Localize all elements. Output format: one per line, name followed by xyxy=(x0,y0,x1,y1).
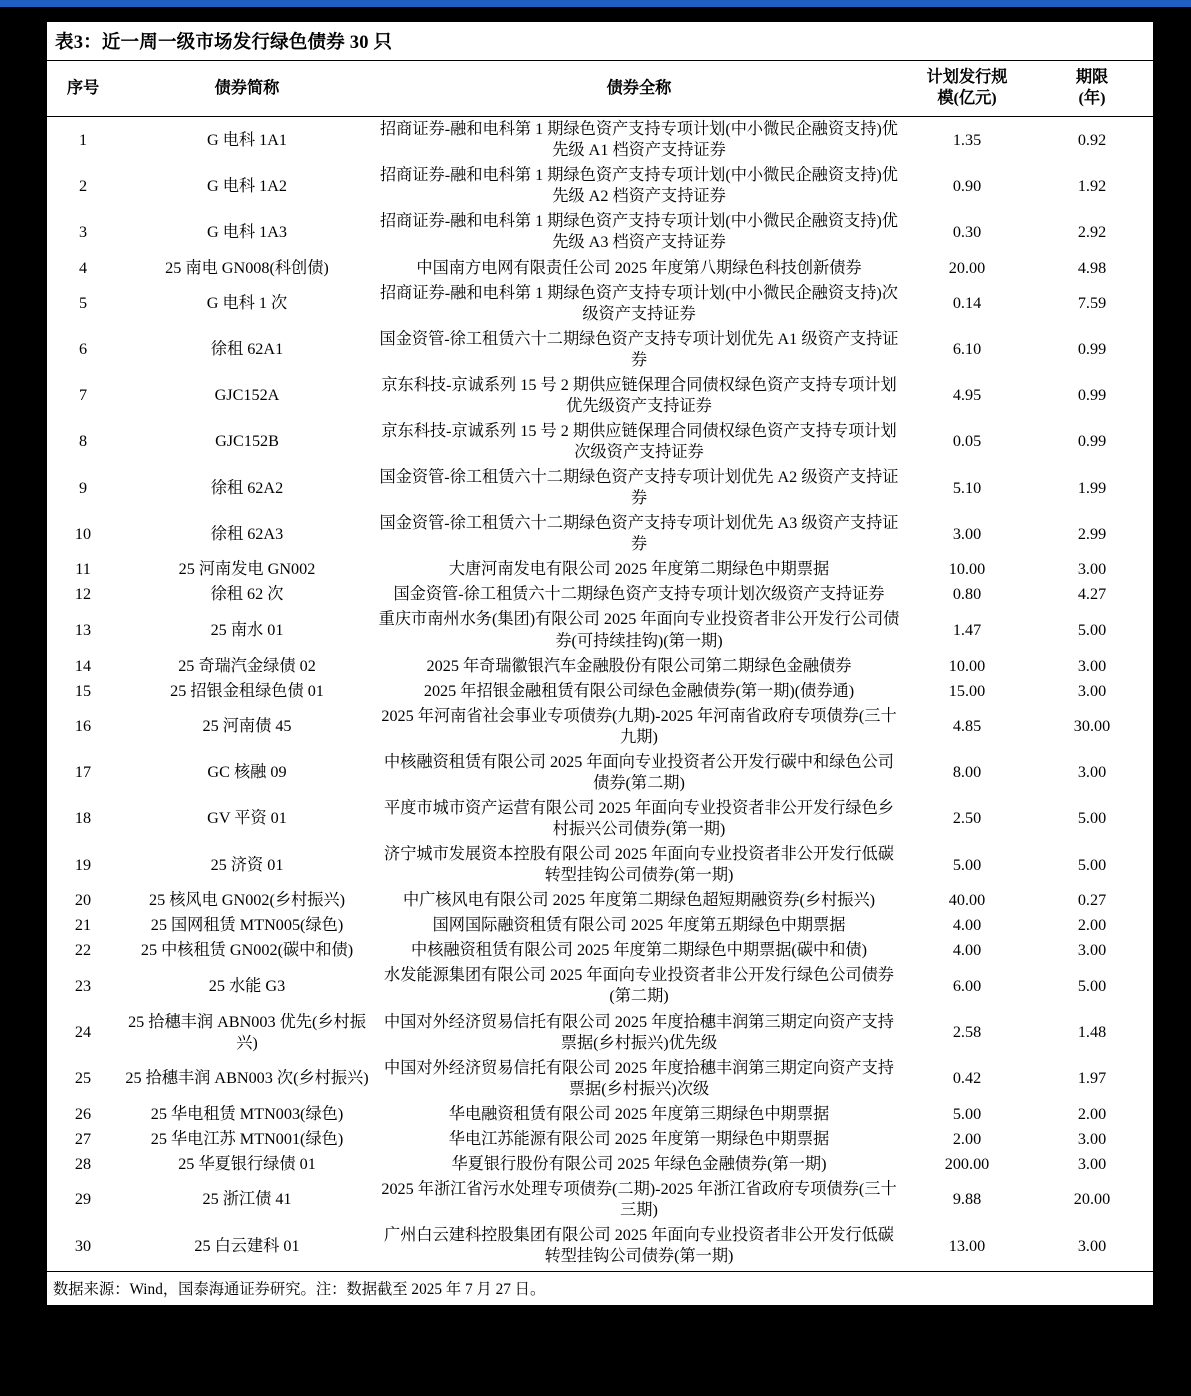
cell-term: 5.00 xyxy=(1077,855,1107,874)
cell-short-name: 徐租 62A2 xyxy=(210,478,284,497)
cell-short-name: 25 国网租赁 MTN005(绿色) xyxy=(150,916,344,935)
column-header-term xyxy=(1031,61,1153,117)
cell-planned-scale: 3.00 xyxy=(952,524,982,543)
header-row xyxy=(47,61,1153,117)
cell-planned-scale: 2.00 xyxy=(952,1129,982,1148)
green-bond-issuance-table xyxy=(47,61,1153,1271)
table-row xyxy=(47,750,1153,796)
column-header-short-name: 债券简称 xyxy=(119,61,375,117)
table-row xyxy=(47,327,1153,373)
cell-planned-scale: 5.00 xyxy=(952,855,982,874)
column-header-term-line2: (年) xyxy=(1078,89,1106,108)
cell-planned-scale: 5.10 xyxy=(952,478,982,497)
cell-term: 2.00 xyxy=(1077,1104,1107,1123)
cell-full-name: 招商证券-融和电科第 1 期绿色资产支持专项计划(中小微民企融资支持)优先级 A1 档资产支持证券 xyxy=(380,120,898,160)
cell-full-name: 招商证券-融和电科第 1 期绿色资产支持专项计划(中小微民企融资支持)次级资产支持证券 xyxy=(380,283,898,323)
table-row xyxy=(47,557,1153,582)
cell-short-name: G 电科 1A2 xyxy=(206,176,288,195)
cell-short-name: 25 浙江债 41 xyxy=(202,1190,292,1209)
table-row xyxy=(47,419,1153,465)
cell-index: 5 xyxy=(78,294,88,313)
cell-term: 0.99 xyxy=(1077,340,1107,359)
cell-full-name: 大唐河南发电有限公司 2025 年度第二期绿色中期票据 xyxy=(448,560,830,579)
cell-index: 15 xyxy=(74,681,92,700)
cell-planned-scale: 200.00 xyxy=(944,1154,990,1173)
cell-short-name: GV 平资 01 xyxy=(207,809,287,828)
cell-index: 14 xyxy=(74,656,92,675)
cell-term: 3.00 xyxy=(1077,1236,1107,1255)
cell-term: 5.00 xyxy=(1077,809,1107,828)
cell-planned-scale: 6.00 xyxy=(952,976,982,995)
cell-short-name: 25 华电租赁 MTN003(绿色) xyxy=(150,1104,344,1123)
cell-planned-scale: 2.50 xyxy=(952,809,982,828)
cell-term: 30.00 xyxy=(1073,717,1111,736)
cell-term: 3.00 xyxy=(1077,1129,1107,1148)
cell-full-name: 国网国际融资租赁有限公司 2025 年度第五期绿色中期票据 xyxy=(432,916,846,935)
cell-short-name: 25 河南发电 GN002 xyxy=(178,560,316,579)
cell-short-name: 25 拾穗丰润 ABN003 优先(乡村振兴) xyxy=(128,1012,366,1052)
cell-index: 8 xyxy=(78,432,88,451)
cell-term: 4.98 xyxy=(1077,258,1107,277)
cell-full-name: 中国对外经济贸易信托有限公司 2025 年度拾穗丰润第三期定向资产支持票据(乡村振兴)优先级 xyxy=(384,1012,894,1052)
cell-term: 3.00 xyxy=(1077,560,1107,579)
cell-term: 3.00 xyxy=(1077,656,1107,675)
cell-full-name: 国金资管-徐工租赁六十二期绿色资产支持专项计划次级资产支持证券 xyxy=(393,585,885,604)
cell-term: 1.48 xyxy=(1077,1023,1107,1042)
table-row xyxy=(47,938,1153,963)
cell-index: 9 xyxy=(78,478,88,497)
cell-index: 1 xyxy=(78,130,88,149)
cell-full-name: 水发能源集团有限公司 2025 年面向专业投资者非公开发行绿色公司债券(第二期) xyxy=(384,966,894,1006)
cell-short-name: 25 南电 GN008(科创债) xyxy=(165,258,329,277)
cell-planned-scale: 1.47 xyxy=(952,620,982,639)
table-row xyxy=(47,511,1153,557)
column-header-planned-scale-line2: 模(亿元) xyxy=(937,89,997,108)
cell-term: 5.00 xyxy=(1077,620,1107,639)
cell-full-name: 华电江苏能源有限公司 2025 年度第一期绿色中期票据 xyxy=(448,1129,830,1148)
cell-short-name: 25 水能 G3 xyxy=(208,976,286,995)
cell-short-name: G 电科 1A1 xyxy=(206,130,288,149)
cell-term: 3.00 xyxy=(1077,941,1107,960)
table-row xyxy=(47,373,1153,419)
cell-term: 1.92 xyxy=(1077,176,1107,195)
column-header-full-name: 债券全称 xyxy=(375,61,903,117)
cell-planned-scale: 9.88 xyxy=(952,1190,982,1209)
cell-planned-scale: 10.00 xyxy=(948,560,986,579)
cell-planned-scale: 40.00 xyxy=(948,891,986,910)
table-row xyxy=(47,209,1153,255)
cell-planned-scale: 4.00 xyxy=(952,941,982,960)
cell-short-name: 25 华夏银行绿债 01 xyxy=(178,1154,316,1173)
cell-index: 11 xyxy=(75,560,91,579)
cell-planned-scale: 0.90 xyxy=(952,176,982,195)
cell-full-name: 济宁城市发展资本控股有限公司 2025 年面向专业投资者非公开发行低碳转型挂钩公司债券(第一期) xyxy=(384,845,894,885)
cell-short-name: 25 济资 01 xyxy=(210,855,284,874)
cell-full-name: 中国南方电网有限责任公司 2025 年度第八期绿色科技创新债券 xyxy=(416,258,862,277)
table-row xyxy=(47,654,1153,679)
cell-planned-scale: 4.85 xyxy=(952,717,982,736)
cell-term: 0.99 xyxy=(1077,432,1107,451)
cell-term: 2.00 xyxy=(1077,916,1107,935)
cell-term: 1.97 xyxy=(1077,1069,1107,1088)
cell-planned-scale: 1.35 xyxy=(952,130,982,149)
cell-index: 26 xyxy=(74,1104,92,1123)
cell-index: 23 xyxy=(74,976,92,995)
cell-index: 17 xyxy=(74,763,92,782)
cell-planned-scale: 0.05 xyxy=(952,432,982,451)
cell-index: 25 xyxy=(74,1069,92,1088)
cell-term: 3.00 xyxy=(1077,681,1107,700)
table-row xyxy=(47,465,1153,511)
cell-full-name: 2025 年河南省社会事业专项债券(九期)-2025 年河南省政府专项债券(三十九期) xyxy=(381,706,897,746)
cell-short-name: 25 白云建科 01 xyxy=(194,1236,300,1255)
cell-full-name: 重庆市南州水务(集团)有限公司 2025 年面向专业投资者非公开发行公司债券(可持续挂钩)(第一期) xyxy=(378,610,900,650)
cell-full-name: 2025 年招银金融租赁有限公司绿色金融债券(第一期)(债券通) xyxy=(423,681,855,700)
cell-index: 21 xyxy=(74,916,92,935)
cell-term: 20.00 xyxy=(1073,1190,1111,1209)
cell-term: 0.27 xyxy=(1077,891,1107,910)
cell-planned-scale: 0.30 xyxy=(952,222,982,241)
cell-full-name: 平度市城市资产运营有限公司 2025 年面向专业投资者非公开发行绿色乡村振兴公司债券(第一期) xyxy=(384,798,894,838)
cell-index: 27 xyxy=(74,1129,92,1148)
table-caption: 表3：近一周一级市场发行绿色债券 30 只 xyxy=(47,20,1153,61)
table-row xyxy=(47,1056,1153,1102)
cell-full-name: 华夏银行股份有限公司 2025 年绿色金融债券(第一期) xyxy=(451,1154,827,1173)
cell-planned-scale: 0.42 xyxy=(952,1069,982,1088)
table-row xyxy=(47,888,1153,913)
cell-full-name: 国金资管-徐工租赁六十二期绿色资产支持专项计划优先 A2 级资产支持证券 xyxy=(379,468,899,508)
cell-short-name: 25 招银金租绿色债 01 xyxy=(170,681,324,700)
cell-term: 3.00 xyxy=(1077,763,1107,782)
cell-term: 4.27 xyxy=(1077,585,1107,604)
cell-term: 1.99 xyxy=(1077,478,1107,497)
cell-index: 22 xyxy=(74,941,92,960)
cell-full-name: 2025 年浙江省污水处理专项债券(二期)-2025 年浙江省政府专项债券(三十三期) xyxy=(381,1179,897,1219)
cell-full-name: 招商证券-融和电科第 1 期绿色资产支持专项计划(中小微民企融资支持)优先级 A2 档资产支持证券 xyxy=(380,166,898,206)
table-row xyxy=(47,1152,1153,1177)
cell-planned-scale: 13.00 xyxy=(948,1236,986,1255)
table-row xyxy=(47,1177,1153,1223)
cell-short-name: 25 河南债 45 xyxy=(202,717,292,736)
table-body xyxy=(47,117,1153,1272)
table-exhibit xyxy=(47,20,1153,1307)
cell-full-name: 京东科技-京诚系列 15 号 2 期供应链保理合同债权绿色资产支持专项计划优先级资产支持证券 xyxy=(381,375,897,415)
cell-planned-scale: 20.00 xyxy=(948,258,986,277)
page-accent-rule xyxy=(0,0,1191,7)
table-header xyxy=(47,61,1153,117)
cell-full-name: 中广核风电有限公司 2025 年度第二期绿色超短期融资券(乡村振兴) xyxy=(402,891,876,910)
cell-index: 3 xyxy=(78,222,88,241)
table-row xyxy=(47,913,1153,938)
cell-short-name: 徐租 62A1 xyxy=(210,340,284,359)
cell-full-name: 招商证券-融和电科第 1 期绿色资产支持专项计划(中小微民企融资支持)优先级 A3 档资产支持证券 xyxy=(380,212,898,252)
cell-index: 28 xyxy=(74,1154,92,1173)
cell-full-name: 中核融资租赁有限公司 2025 年面向专业投资者公开发行碳中和绿色公司债券(第二期) xyxy=(384,752,894,792)
table-row xyxy=(47,281,1153,327)
cell-planned-scale: 4.95 xyxy=(952,386,982,405)
cell-index: 29 xyxy=(74,1190,92,1209)
table-row xyxy=(47,704,1153,750)
cell-short-name: 徐租 62A3 xyxy=(210,524,284,543)
table-row xyxy=(47,1223,1153,1271)
cell-planned-scale: 2.58 xyxy=(952,1023,982,1042)
cell-index: 18 xyxy=(74,809,92,828)
cell-full-name: 国金资管-徐工租赁六十二期绿色资产支持专项计划优先 A1 级资产支持证券 xyxy=(379,329,899,369)
table-row xyxy=(47,163,1153,209)
cell-index: 6 xyxy=(78,340,88,359)
column-header-term-line1: 期限 xyxy=(1075,68,1109,86)
cell-planned-scale: 0.14 xyxy=(952,294,982,313)
cell-index: 16 xyxy=(74,717,92,736)
column-header-index: 序号 xyxy=(47,61,119,117)
cell-index: 2 xyxy=(78,176,88,195)
cell-index: 13 xyxy=(74,620,92,639)
cell-short-name: G 电科 1 次 xyxy=(206,294,288,313)
cell-planned-scale: 10.00 xyxy=(948,656,986,675)
cell-short-name: G 电科 1A3 xyxy=(206,222,288,241)
cell-short-name: 25 奇瑞汽金绿债 02 xyxy=(178,656,316,675)
table-row xyxy=(47,1102,1153,1127)
cell-full-name: 2025 年奇瑞徽银汽车金融股份有限公司第二期绿色金融债券 xyxy=(426,656,852,675)
table-row xyxy=(47,1010,1153,1056)
cell-planned-scale: 8.00 xyxy=(952,763,982,782)
table-row xyxy=(47,607,1153,653)
table-row xyxy=(47,256,1153,281)
table-row xyxy=(47,842,1153,888)
table-row xyxy=(47,963,1153,1009)
cell-term: 2.92 xyxy=(1077,222,1107,241)
cell-short-name: 25 华电江苏 MTN001(绿色) xyxy=(150,1129,344,1148)
cell-full-name: 中核融资租赁有限公司 2025 年度第二期绿色中期票据(碳中和债) xyxy=(411,941,867,960)
table-row xyxy=(47,1127,1153,1152)
table-row xyxy=(47,796,1153,842)
cell-short-name: 25 核风电 GN002(乡村振兴) xyxy=(148,891,346,910)
cell-full-name: 华电融资租赁有限公司 2025 年度第三期绿色中期票据 xyxy=(448,1104,830,1123)
cell-short-name: 25 拾穗丰润 ABN003 次(乡村振兴) xyxy=(125,1069,369,1088)
table-row xyxy=(47,582,1153,607)
cell-index: 4 xyxy=(78,258,88,277)
cell-planned-scale: 4.00 xyxy=(952,916,982,935)
cell-planned-scale: 15.00 xyxy=(948,681,986,700)
column-header-planned-scale xyxy=(903,61,1031,117)
cell-full-name: 广州白云建科控股集团有限公司 2025 年面向专业投资者非公开发行低碳转型挂钩公司债券(第一期) xyxy=(384,1226,894,1266)
cell-term: 0.99 xyxy=(1077,386,1107,405)
cell-full-name: 国金资管-徐工租赁六十二期绿色资产支持专项计划优先 A3 级资产支持证券 xyxy=(379,514,899,554)
cell-full-name: 中国对外经济贸易信托有限公司 2025 年度拾穗丰润第三期定向资产支持票据(乡村振兴)次级 xyxy=(384,1058,894,1098)
cell-planned-scale: 6.10 xyxy=(952,340,982,359)
cell-term: 0.92 xyxy=(1077,130,1107,149)
cell-short-name: 徐租 62 次 xyxy=(210,585,284,604)
cell-short-name: 25 南水 01 xyxy=(210,620,284,639)
table-source-note: 数据来源：Wind，国泰海通证券研究。注：数据截至 2025 年 7 月 27 日。 xyxy=(47,1272,1153,1307)
cell-full-name: 京东科技-京诚系列 15 号 2 期供应链保理合同债权绿色资产支持专项计划次级资产支持证券 xyxy=(381,421,897,461)
cell-term: 5.00 xyxy=(1077,976,1107,995)
column-header-planned-scale-line1: 计划发行规 xyxy=(926,68,1008,86)
cell-planned-scale: 5.00 xyxy=(952,1104,982,1123)
cell-term: 2.99 xyxy=(1077,524,1107,543)
cell-term: 3.00 xyxy=(1077,1154,1107,1173)
table-row xyxy=(47,679,1153,704)
cell-short-name: GC 核融 09 xyxy=(207,763,287,782)
table-row xyxy=(47,117,1153,164)
cell-index: 30 xyxy=(74,1236,92,1255)
cell-short-name: GJC152A xyxy=(214,386,280,405)
cell-term: 7.59 xyxy=(1077,294,1107,313)
cell-index: 10 xyxy=(74,524,92,543)
cell-short-name: 25 中核租赁 GN002(碳中和债) xyxy=(140,941,354,960)
cell-index: 20 xyxy=(74,891,92,910)
cell-index: 12 xyxy=(74,585,92,604)
cell-index: 7 xyxy=(78,386,88,405)
cell-index: 24 xyxy=(74,1023,92,1042)
cell-planned-scale: 0.80 xyxy=(952,585,982,604)
cell-short-name: GJC152B xyxy=(215,432,279,451)
cell-index: 19 xyxy=(74,855,92,874)
